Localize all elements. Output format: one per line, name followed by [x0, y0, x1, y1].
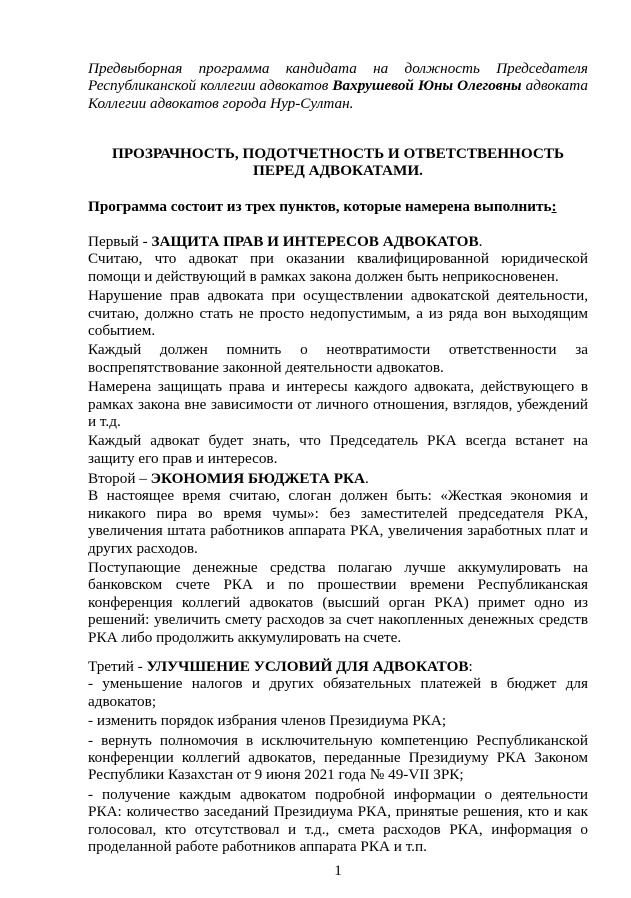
list-item: - изменить порядок избрания членов Президиума РКА;	[88, 712, 447, 730]
section-second	[88, 470, 588, 648]
paragraph: Нарушение прав адвоката при осуществлении адвокатской деятельности, считаю, должно стать не просто недопустимым, а из ряда вон выходящим событием.	[88, 287, 588, 340]
list-item: - вернуть полномочия в исключительную компетенцию Республиканской конференции коллегий адвокатов, переданные Президиуму РКА Законом Республики Казахстан от 9 июня 2021 года № 49-VII ЗРК;	[88, 731, 588, 784]
header-text-part2: адвоката Коллегии адвокатов города Нур-Султан.	[88, 77, 588, 112]
section-suffix: .	[478, 233, 483, 250]
program-intro	[88, 198, 588, 215]
title-line-2: ПЕРЕД АДВОКАТАМИ.	[253, 162, 423, 180]
section-heading-text: ЭКОНОМИЯ БЮДЖЕТА РКА	[150, 470, 365, 487]
paragraph: Поступающие денежные средства полагаю лучше аккумулировать на банковском счете РКА и по прошествии времени Республиканская конференция коллегий адвокатов (высший орган РКА) примет одно из решений: увеличить смету расходов за счет накопленных денежных средств РКА либо продолжить аккумулировать на счете.	[88, 559, 588, 646]
paragraph: В настоящее время считаю, слоган должен быть: «Жесткая экономия и никакого пира во время чумы»: без заместителей председателя РКА, увеличения штата работников аппарата РКА, увеличения заработных плат и других расходов.	[88, 487, 588, 557]
paragraph: Каждый адвокат будет знать, что Председатель РКА всегда встанет на защиту его прав и интересов.	[88, 432, 588, 467]
section-heading	[88, 233, 588, 250]
section-prefix: Второй –	[88, 470, 151, 487]
document-title	[88, 145, 588, 180]
section-suffix: .	[364, 470, 369, 487]
list-item: - получение каждым адвокатом подробной информации о деятельности РКА: количество заседаний Президиума РКА, принятые решения, кто и как голосовал, кто отсутствовал и т.д., смета расходов РКА, информация о проделанной работе работников аппарата РКА и т.п.	[88, 785, 588, 856]
section-third	[88, 658, 588, 857]
document-page	[88, 0, 588, 898]
title-line-1: ПРОЗРАЧНОСТЬ, ПОДОТЧЕТНОСТЬ И ОТВЕТСТВЕННОСТЬ	[112, 145, 564, 162]
section-prefix: Первый -	[88, 233, 152, 250]
section-heading-text: ЗАЩИТА ПРАВ И ИНТЕРЕСОВ АДВОКАТОВ	[151, 233, 479, 250]
intro-text: Программа состоит из трех пунктов, которые намерена выполнить	[88, 198, 552, 215]
intro-colon: :	[551, 198, 557, 215]
paragraph: Считаю, что адвокат при оказании квалифицированной юридической помощи и действующий в рамках закона должен быть неприкосновенен.	[88, 250, 588, 285]
section-first	[88, 233, 588, 469]
section-heading-text: УЛУЧШЕНИЕ УСЛОВИЙ ДЛЯ АДВОКАТОВ	[146, 658, 469, 675]
section-suffix: :	[468, 658, 473, 675]
section-heading	[88, 470, 588, 487]
list-item: - уменьшение налогов и других обязательных платежей в бюджет для адвокатов;	[88, 675, 588, 710]
page-number: 1	[334, 862, 342, 879]
paragraph: Каждый должен помнить о неотвратимости ответственности за воспрепятствование законной деятельности адвокатов.	[88, 341, 588, 376]
section-heading	[88, 658, 588, 675]
document-header	[88, 60, 588, 112]
section-prefix: Третий -	[88, 658, 147, 675]
header-text-part1: Предвыборная программа кандидата на должность Председателя Республиканской коллегии адвокатов	[88, 60, 588, 95]
candidate-name: Вахрушевой Юны Олеговны	[332, 77, 522, 95]
paragraph: Намерена защищать права и интересы каждого адвоката, действующего в рамках закона вне зависимости от личного отношения, взглядов, убеждений и т.д.	[88, 378, 588, 431]
